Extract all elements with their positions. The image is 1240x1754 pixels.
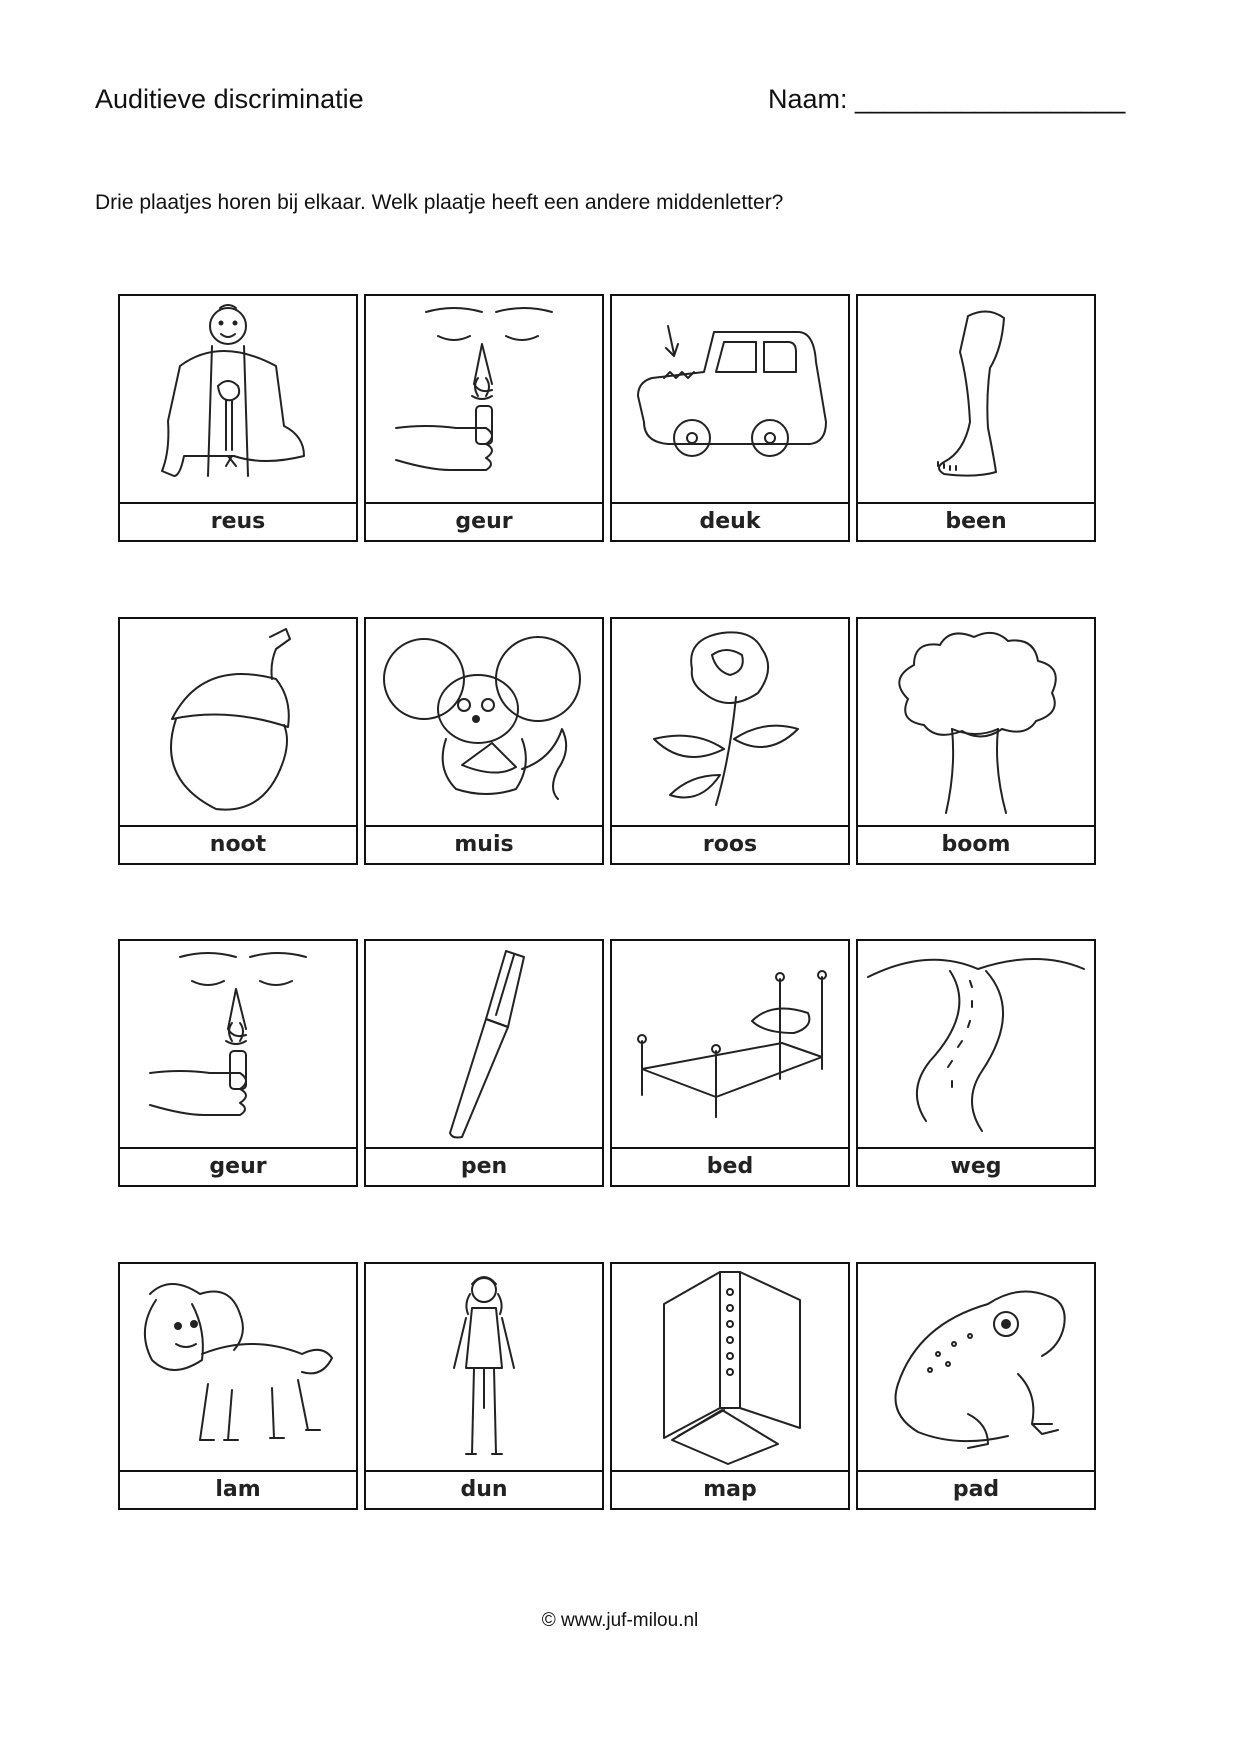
picture-card	[118, 1262, 358, 1510]
acorn-icon	[120, 619, 356, 827]
picture-card	[118, 939, 358, 1187]
picture-word: map	[703, 1477, 757, 1502]
folder-icon	[612, 1264, 848, 1472]
picture-card	[364, 1262, 604, 1510]
picture-word: weg	[950, 1154, 1002, 1179]
lamb-icon	[120, 1264, 356, 1472]
picture-word: muis	[454, 832, 514, 857]
picture-word: reus	[210, 509, 266, 534]
picture-card	[364, 617, 604, 865]
picture-word: lam	[215, 1477, 261, 1502]
road-icon	[858, 941, 1094, 1149]
picture-word: deuk	[699, 509, 761, 534]
mouse-icon	[366, 619, 602, 827]
rose-icon	[612, 619, 848, 827]
picture-card	[856, 939, 1096, 1187]
picture-word: roos	[702, 832, 758, 857]
picture-card	[364, 939, 604, 1187]
pen-icon	[366, 941, 602, 1149]
picture-word: dun	[460, 1477, 508, 1502]
tree-icon	[858, 619, 1094, 827]
picture-word: geur	[209, 1154, 267, 1179]
picture-card	[610, 1262, 850, 1510]
copyright-footer: © www.juf-milou.nl	[541, 1610, 699, 1631]
picture-card	[856, 617, 1096, 865]
picture-card	[118, 617, 358, 865]
worksheet-title: Auditieve discriminatie	[95, 84, 364, 114]
bed-icon	[612, 941, 848, 1149]
picture-card	[856, 294, 1096, 542]
picture-card	[118, 294, 358, 542]
picture-word: been	[945, 509, 1007, 534]
picture-card	[610, 617, 850, 865]
toad-icon	[858, 1264, 1094, 1472]
smell-icon	[366, 296, 602, 504]
picture-word: boom	[941, 832, 1011, 857]
picture-word: pad	[952, 1477, 1000, 1502]
picture-card	[610, 939, 850, 1187]
picture-word: bed	[706, 1154, 754, 1179]
picture-card	[364, 294, 604, 542]
picture-card	[610, 294, 850, 542]
dented-car-icon	[612, 296, 848, 504]
instruction-text: Drie plaatjes horen bij elkaar. Welk plaatje heeft een andere middenletter?	[95, 191, 784, 214]
picture-word: noot	[209, 832, 267, 857]
thin-girl-icon	[366, 1264, 602, 1472]
name-field-label: Naam: __________________	[768, 84, 1126, 114]
leg-icon	[858, 296, 1094, 504]
picture-card	[856, 1262, 1096, 1510]
giant-icon	[120, 296, 356, 504]
picture-word: geur	[455, 509, 513, 534]
smell-icon	[120, 941, 356, 1149]
picture-word: pen	[460, 1154, 508, 1179]
